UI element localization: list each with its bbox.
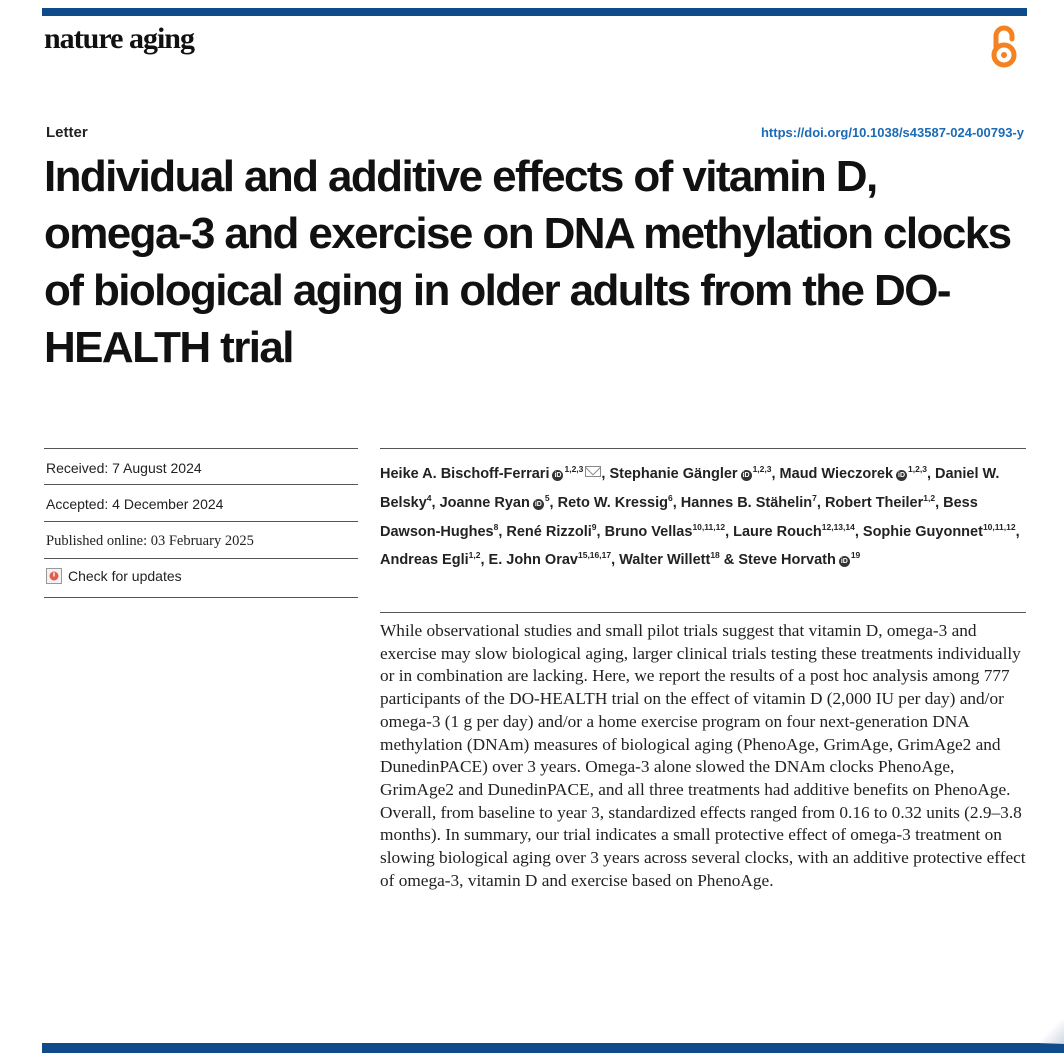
author-name[interactable]: Sophie Guyonnet [862, 523, 983, 540]
author-affiliation: 18 [710, 550, 720, 561]
author-separator: , [854, 523, 863, 540]
author-separator: , [771, 465, 780, 482]
published-date: Published online: 03 February 2025 [46, 533, 254, 549]
author-affiliation: 10,11,12 [982, 521, 1016, 532]
divider-left-top [44, 448, 358, 449]
bottom-accent-bar [42, 1043, 1064, 1053]
author-name[interactable]: Laure Rouch [733, 523, 822, 540]
author-separator: , [549, 494, 558, 511]
author-name[interactable]: Heike A. Bischoff-Ferrari [380, 465, 550, 482]
article-type: Letter [46, 124, 88, 141]
author-affiliation: 1,2,3 [752, 464, 772, 474]
divider-received [44, 484, 358, 485]
author-name[interactable]: Bess Dawson-Hughes [380, 494, 978, 540]
author-affiliation: 1,2 [923, 492, 936, 503]
divider-accepted [44, 521, 358, 522]
orcid-icon[interactable]: iD [554, 471, 562, 479]
page-curl [1040, 1020, 1064, 1044]
author-separator: , [480, 552, 489, 569]
orcid-icon[interactable]: iD [742, 471, 750, 479]
author-name[interactable]: Stephanie Gängler [609, 465, 738, 482]
author-separator: , [816, 494, 825, 511]
author-separator: , [935, 494, 944, 511]
author-separator: , [601, 465, 610, 482]
author-affiliation: 6 [668, 492, 673, 503]
author-affiliation: 4 [426, 492, 432, 503]
author-separator: , [926, 465, 935, 482]
author-affiliation: 5 [544, 492, 550, 503]
author-affiliation: 8 [493, 521, 499, 532]
author-name[interactable]: Andreas Egli [380, 552, 469, 569]
divider-authors-top [380, 448, 1026, 449]
divider-abstract-top [380, 612, 1026, 613]
orcid-icon[interactable]: iD [898, 471, 906, 479]
email-icon[interactable] [585, 466, 601, 477]
author-separator: , [596, 523, 605, 540]
article-title: Individual and additive effects of vitamin D, omega-3 and exercise on DNA methylation clocks of biological aging in older adults from the DO-HEALTH trial [44, 152, 1011, 372]
top-accent-bar [42, 8, 1027, 16]
author-name[interactable]: Hannes B. Stähelin [680, 494, 813, 511]
author-affiliation: 1,2 [468, 550, 481, 561]
author-affiliation: 1,2,3 [908, 464, 927, 474]
author-separator: , [498, 523, 507, 540]
accepted-date: Accepted: 4 December 2024 [46, 496, 224, 512]
author-name[interactable]: René Rizzoli [506, 523, 592, 540]
author-name[interactable]: Robert Theiler [824, 494, 924, 511]
doi-link[interactable]: https://doi.org/10.1038/s43587-024-00793-y [760, 125, 1024, 140]
author-list [380, 457, 1030, 572]
author-affiliation: 15,16,17 [577, 550, 612, 561]
journal-logo[interactable]: nature aging [44, 22, 194, 55]
received-date: Received: 7 August 2024 [46, 460, 202, 476]
check-updates-label: Check for updates [68, 568, 182, 584]
orcid-icon[interactable]: iD [840, 558, 848, 566]
author-separator: , [1015, 523, 1020, 540]
author-name[interactable]: Joanne Ryan [439, 494, 530, 511]
author-name[interactable]: Reto W. Kressig [557, 494, 668, 511]
author-separator: & [719, 552, 739, 569]
abstract: While observational studies and small pilot trials suggest that vitamin D, omega-3 and exercise may slow biological aging, larger clinical trials testing these treatments individually or in combination are lacking. Here, we report the results of a post hoc analysis among 777 participants of the DO-HEALTH trial on the effect of vitamin D (2,000 IU per day) and/or omega-3 (1 g per day) and/or a home exercise program on four next-generation DNA methylation (DNAm) measures of biological aging (PhenoAge, GrimAge, GrimAge2 and DunedinPACE) over 3 years. Omega-3 alone slowed the DNAm clocks PhenoAge, GrimAge2 and DunedinPACE, and all three treatments had additive benefits on PhenoAge. Overall, from baseline to year 3, standardized effects ranged from 0.16 to 0.32 units (2.9–3.8 months). In summary, our trial indicates a small protective effect of omega-3 treatment on slowing biological aging over 3 years across several clocks, with an additive protective effect of omega-3, vitamin D and exercise based on PhenoAge. [380, 621, 1026, 890]
author-separator: , [725, 523, 734, 540]
author-affiliation: 9 [591, 521, 597, 532]
author-affiliation: 12,13,14 [821, 521, 855, 532]
check-for-updates-button[interactable] [46, 568, 182, 584]
author-name[interactable]: Walter Willett [619, 552, 711, 569]
open-access-icon [986, 22, 1022, 72]
author-affiliation: 1,2,3 [564, 464, 584, 474]
author-name[interactable]: Maud Wieczorek [779, 465, 894, 482]
author-affiliation: 10,11,12 [692, 521, 726, 532]
author-affiliation: 7 [812, 492, 817, 503]
author-separator: , [431, 494, 440, 511]
author-name[interactable]: E. John Orav [488, 552, 578, 569]
divider-left-bottom [44, 597, 358, 598]
author-name[interactable]: Bruno Vellas [604, 523, 693, 540]
author-separator: , [672, 494, 681, 511]
author-separator: , [611, 552, 620, 569]
author-name[interactable]: Steve Horvath [738, 552, 836, 569]
check-updates-icon [46, 568, 62, 584]
orcid-icon[interactable]: iD [534, 500, 542, 508]
author-name[interactable]: Daniel W. Belsky [380, 465, 1000, 511]
divider-published [44, 558, 358, 559]
author-affiliation: 19 [850, 550, 861, 561]
